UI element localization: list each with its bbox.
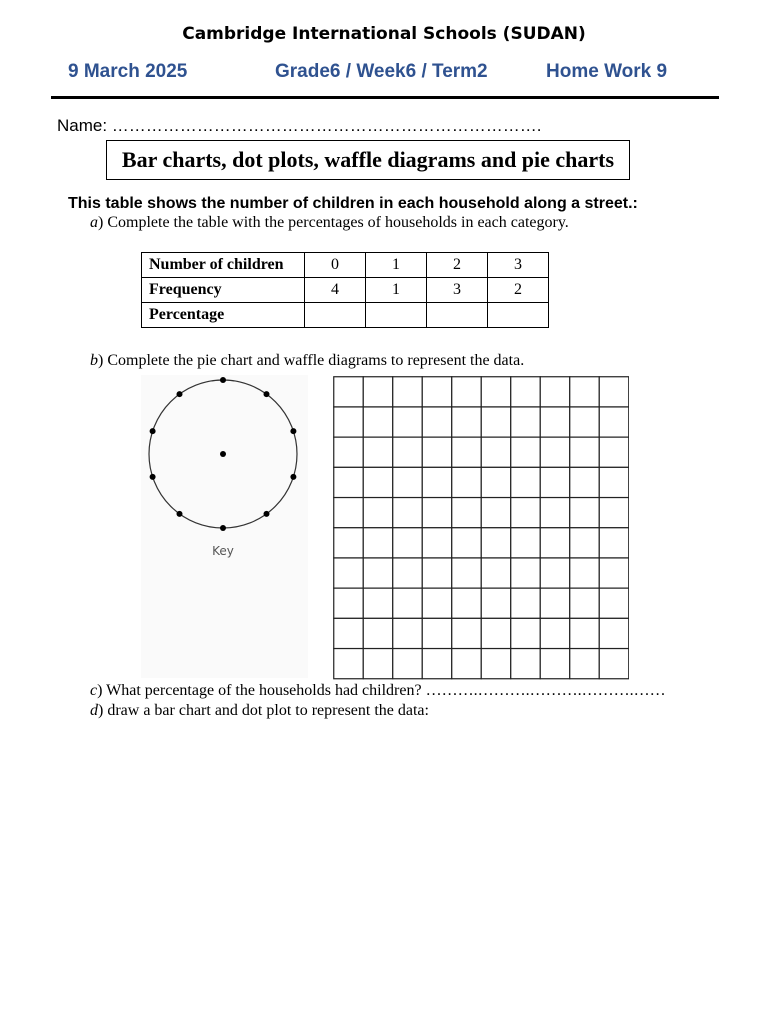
pie-point — [264, 511, 270, 517]
waffle-cell[interactable] — [393, 588, 423, 618]
waffle-cell[interactable] — [570, 649, 600, 679]
row-header: Frequency — [142, 278, 305, 303]
waffle-cell[interactable] — [481, 467, 511, 497]
waffle-cell[interactable] — [570, 618, 600, 648]
percentage-input-cell[interactable] — [305, 303, 366, 328]
name-line[interactable]: Name: …………………………………………………………………. — [57, 116, 542, 135]
waffle-cell[interactable] — [393, 407, 423, 437]
waffle-cell[interactable] — [540, 649, 570, 679]
waffle-cell[interactable] — [540, 407, 570, 437]
pie-point — [150, 474, 156, 480]
waffle-cell[interactable] — [363, 528, 393, 558]
waffle-cell[interactable] — [422, 528, 452, 558]
waffle-cell[interactable] — [334, 558, 364, 588]
waffle-cell[interactable] — [393, 558, 423, 588]
waffle-cell[interactable] — [511, 588, 541, 618]
waffle-cell[interactable] — [599, 528, 629, 558]
percentage-input-cell[interactable] — [488, 303, 549, 328]
waffle-cell[interactable] — [363, 588, 393, 618]
waffle-grid[interactable] — [333, 376, 629, 680]
table-row — [142, 253, 549, 278]
waffle-cell[interactable] — [393, 649, 423, 679]
pie-center-dot — [220, 451, 226, 457]
table-cell: 3 — [427, 278, 488, 303]
waffle-cell[interactable] — [452, 498, 482, 528]
header-divider — [51, 96, 719, 99]
table-row — [142, 278, 549, 303]
waffle-cell[interactable] — [599, 588, 629, 618]
table-row — [142, 303, 549, 328]
waffle-cell[interactable] — [422, 618, 452, 648]
waffle-cell[interactable] — [452, 407, 482, 437]
waffle-cell[interactable] — [570, 588, 600, 618]
question-b: b) Complete the pie chart and waffle diagrams to represent the data. — [90, 352, 525, 369]
percentage-input-cell[interactable] — [427, 303, 488, 328]
waffle-cell[interactable] — [422, 467, 452, 497]
waffle-cell[interactable] — [540, 528, 570, 558]
waffle-cell[interactable] — [570, 377, 600, 407]
waffle-cell[interactable] — [540, 558, 570, 588]
date-label: 9 March 2025 — [68, 61, 188, 82]
waffle-cell[interactable] — [599, 377, 629, 407]
waffle-cell[interactable] — [481, 588, 511, 618]
worksheet-title: Bar charts, dot plots, waffle diagrams and pie charts — [106, 140, 630, 180]
grade-label: Grade6 / Week6 / Term2 — [275, 61, 488, 82]
waffle-cell[interactable] — [452, 649, 482, 679]
question-c: c) What percentage of the households had children? ……….……….……….……….…… — [90, 682, 666, 699]
waffle-cell[interactable] — [481, 407, 511, 437]
waffle-cell[interactable] — [511, 467, 541, 497]
waffle-cell[interactable] — [599, 618, 629, 648]
waffle-cell[interactable] — [481, 437, 511, 467]
waffle-cell[interactable] — [570, 498, 600, 528]
waffle-cell[interactable] — [599, 467, 629, 497]
waffle-cell[interactable] — [334, 407, 364, 437]
waffle-cell[interactable] — [599, 437, 629, 467]
waffle-cell[interactable] — [363, 649, 393, 679]
intro-text: This table shows the number of children in each household along a street.: — [68, 195, 638, 212]
waffle-cell[interactable] — [363, 467, 393, 497]
waffle-cell[interactable] — [570, 467, 600, 497]
waffle-cell[interactable] — [481, 498, 511, 528]
waffle-cell[interactable] — [540, 498, 570, 528]
waffle-cell[interactable] — [511, 498, 541, 528]
row-header: Percentage — [142, 303, 305, 328]
waffle-cell[interactable] — [599, 498, 629, 528]
waffle-cell[interactable] — [452, 558, 482, 588]
waffle-cell[interactable] — [452, 377, 482, 407]
waffle-cell[interactable] — [363, 437, 393, 467]
waffle-cell[interactable] — [393, 528, 423, 558]
waffle-cell[interactable] — [540, 437, 570, 467]
pie-key-label: Key — [212, 544, 234, 558]
waffle-cell[interactable] — [422, 588, 452, 618]
pie-point — [220, 377, 226, 383]
waffle-cell[interactable] — [422, 558, 452, 588]
waffle-cell[interactable] — [422, 407, 452, 437]
waffle-cell[interactable] — [599, 558, 629, 588]
table-cell: 1 — [366, 253, 427, 278]
pie-point — [220, 525, 226, 531]
waffle-cell[interactable] — [363, 558, 393, 588]
waffle-cell[interactable] — [334, 377, 364, 407]
waffle-cell[interactable] — [393, 618, 423, 648]
waffle-cell[interactable] — [452, 437, 482, 467]
waffle-cell[interactable] — [540, 588, 570, 618]
waffle-cell[interactable] — [393, 377, 423, 407]
waffle-cell[interactable] — [481, 649, 511, 679]
waffle-cell[interactable] — [422, 377, 452, 407]
table-cell: 0 — [305, 253, 366, 278]
waffle-cell[interactable] — [334, 528, 364, 558]
percentage-input-cell[interactable] — [366, 303, 427, 328]
waffle-cell[interactable] — [511, 377, 541, 407]
waffle-cell[interactable] — [422, 437, 452, 467]
waffle-cell[interactable] — [481, 558, 511, 588]
waffle-cell[interactable] — [481, 618, 511, 648]
table-cell: 2 — [488, 278, 549, 303]
waffle-cell[interactable] — [363, 618, 393, 648]
waffle-cell[interactable] — [599, 649, 629, 679]
waffle-cell[interactable] — [393, 467, 423, 497]
waffle-cell[interactable] — [511, 407, 541, 437]
waffle-cell[interactable] — [511, 437, 541, 467]
table-cell: 3 — [488, 253, 549, 278]
waffle-cell[interactable] — [363, 377, 393, 407]
pie-point — [177, 391, 183, 397]
waffle-cell[interactable] — [570, 558, 600, 588]
waffle-cell[interactable] — [481, 377, 511, 407]
table-cell: 2 — [427, 253, 488, 278]
school-name: Cambridge International Schools (SUDAN) — [182, 24, 586, 44]
waffle-cell[interactable] — [540, 467, 570, 497]
waffle-cell[interactable] — [334, 498, 364, 528]
row-header: Number of children — [142, 253, 305, 278]
pie-point — [177, 511, 183, 517]
waffle-cell[interactable] — [452, 467, 482, 497]
waffle-cell[interactable] — [540, 618, 570, 648]
waffle-cell[interactable] — [334, 588, 364, 618]
frequency-table — [141, 252, 549, 328]
pie-chart-outline — [141, 375, 308, 678]
waffle-cell[interactable] — [452, 618, 482, 648]
question-d: d) draw a bar chart and dot plot to represent the data: — [90, 702, 429, 719]
waffle-cell[interactable] — [511, 618, 541, 648]
waffle-cell[interactable] — [570, 528, 600, 558]
pie-point — [150, 428, 156, 434]
waffle-cell[interactable] — [511, 528, 541, 558]
waffle-cell[interactable] — [334, 437, 364, 467]
waffle-cell[interactable] — [363, 498, 393, 528]
waffle-cell[interactable] — [570, 407, 600, 437]
waffle-cell[interactable] — [363, 407, 393, 437]
homework-label: Home Work 9 — [546, 61, 668, 82]
waffle-cell[interactable] — [334, 649, 364, 679]
waffle-cell[interactable] — [452, 528, 482, 558]
waffle-cell[interactable] — [393, 437, 423, 467]
waffle-cell[interactable] — [481, 528, 511, 558]
waffle-cell[interactable] — [452, 588, 482, 618]
pie-chart-area[interactable] — [141, 375, 308, 678]
waffle-cell[interactable] — [540, 377, 570, 407]
waffle-cell[interactable] — [511, 649, 541, 679]
table-cell: 1 — [366, 278, 427, 303]
pie-point — [290, 474, 296, 480]
waffle-cell[interactable] — [393, 498, 423, 528]
question-a: a) Complete the table with the percentages of households in each category. — [90, 214, 569, 231]
waffle-cell[interactable] — [334, 467, 364, 497]
pie-point — [264, 391, 270, 397]
waffle-cell[interactable] — [599, 407, 629, 437]
waffle-cell[interactable] — [334, 618, 364, 648]
waffle-cell[interactable] — [511, 558, 541, 588]
waffle-cell[interactable] — [570, 437, 600, 467]
pie-point — [290, 428, 296, 434]
table-cell: 4 — [305, 278, 366, 303]
waffle-cell[interactable] — [422, 498, 452, 528]
waffle-cell[interactable] — [422, 649, 452, 679]
